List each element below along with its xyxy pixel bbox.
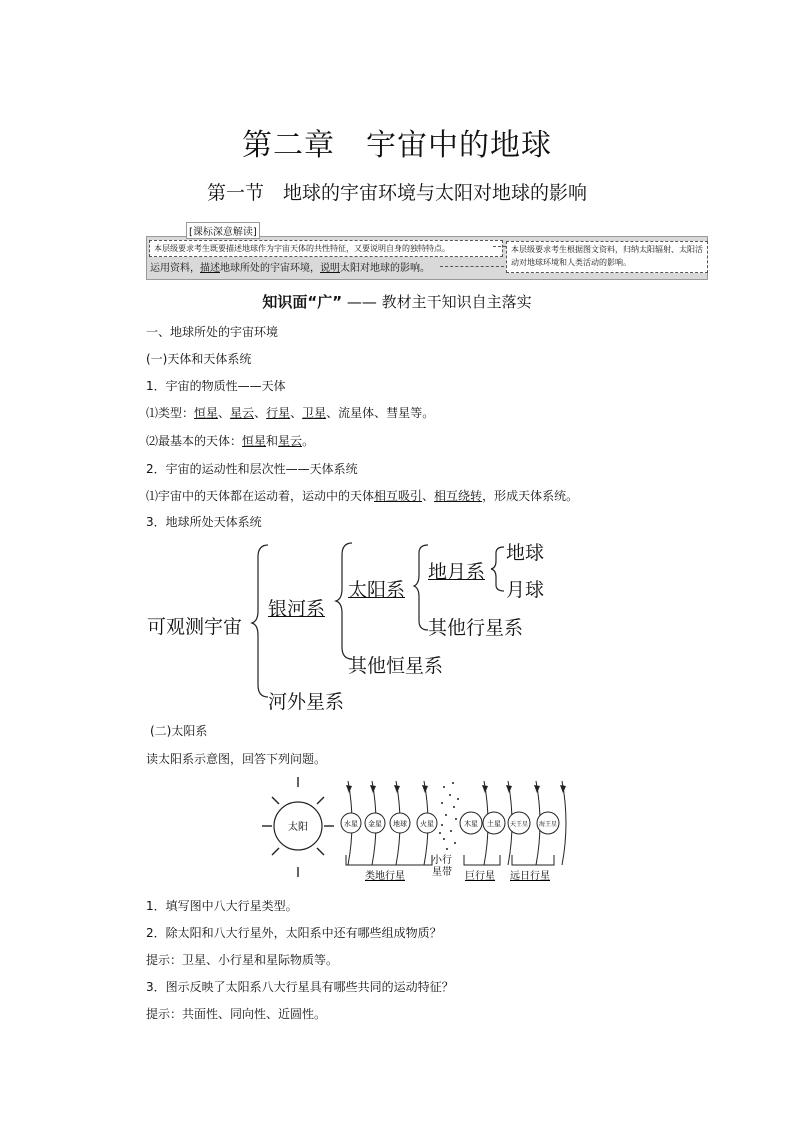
- item-1-2: [146, 432, 314, 449]
- item-text: 流星体: [338, 406, 375, 420]
- answer-blank: 相互绕转: [434, 489, 483, 503]
- knowledge-heading-rest: —— 教材主干知识自主落实: [346, 293, 532, 311]
- solar-system-diagram: [258, 773, 580, 885]
- planet-mars: 火星: [420, 820, 434, 828]
- curriculum-tip-right: 本层级要求考生根据图文资料，归纳太阳辐射、太阳活动对地球环境和人类活动的影响。: [506, 241, 708, 273]
- solar-prompt: 读太阳系示意图，回答下列问题。: [146, 752, 327, 766]
- item-2-1: [146, 487, 578, 504]
- answer-blank: 星云: [278, 434, 303, 448]
- hier-milky-way-label: 银河系: [268, 598, 326, 620]
- connector-line: [493, 246, 506, 247]
- group-terrestrial: 类地行星: [365, 871, 405, 882]
- answer-blank: 相互吸引: [374, 489, 423, 503]
- planet-neptune: 海王星: [538, 821, 558, 828]
- knowledge-heading: [0, 291, 794, 312]
- item-1: 1．宇宙的物质性——天体: [146, 379, 286, 393]
- hier-earth-moon: [428, 557, 485, 584]
- planet-venus: 金星: [368, 820, 382, 828]
- curriculum-label: [课标深意解读]: [186, 222, 260, 239]
- hier-moon: 月球: [506, 579, 545, 601]
- group-far: 远日行星: [510, 871, 550, 882]
- sun-label: 太阳: [288, 822, 308, 833]
- connector-line: [440, 266, 504, 267]
- item-3: 3．地球所处天体系统: [146, 515, 262, 529]
- answer-blank: 星云: [230, 406, 255, 420]
- question-3: 3．图示反映了太阳系八大行星具有哪些共同的运动特征？: [146, 980, 454, 994]
- planet-jupiter: 木星: [464, 820, 478, 828]
- planet-uranus: 天王星: [509, 821, 529, 828]
- hier-other-planets: 其他行星系: [428, 617, 524, 639]
- item-text: ，形成天体系统。: [482, 489, 579, 503]
- chapter-title: 第二章 宇宙中的地球: [242, 128, 552, 163]
- group-giant: 巨行星: [465, 871, 495, 882]
- answer-2: 提示：卫星、小行星和星际物质等。: [146, 953, 339, 967]
- brace-earth-moon: [491, 547, 504, 591]
- asteroid-belt: [439, 782, 459, 850]
- item-text: 。: [302, 434, 315, 448]
- answer-blank: 卫星: [302, 406, 327, 420]
- question-1: 1．填写图中八大行星类型。: [146, 899, 298, 913]
- curriculum-text: 运用资料，: [150, 263, 200, 274]
- item-text: 等。: [410, 406, 435, 420]
- hier-other-stars: 其他恒星系: [348, 655, 444, 677]
- hier-earth-moon-label: 地月系: [428, 561, 486, 583]
- knowledge-heading-bold: 知识面“广”: [262, 293, 343, 311]
- item-text: ⑴类型：: [146, 406, 195, 420]
- item-text: 彗星: [386, 406, 411, 420]
- item-text: 和: [266, 434, 279, 448]
- curriculum-text: 地球所处的宇宙环境，: [220, 263, 320, 274]
- hier-solar-system-label: 太阳系: [348, 579, 406, 601]
- item-1-1: ⑴类型：恒星、星云、行星、卫星、流星体、彗星等。: [146, 406, 435, 420]
- hier-milky-way: [268, 594, 325, 621]
- planet-mercury: 水星: [344, 820, 358, 828]
- planet-saturn: 土星: [487, 820, 501, 828]
- answer-blank: 行星: [266, 406, 291, 420]
- asteroid-label-1: 小行: [432, 855, 452, 866]
- item-2: 2．宇宙的运动性和层次性——天体系统: [146, 462, 358, 476]
- curriculum-verb: 描述: [200, 263, 220, 274]
- heading-2: (一)天体和天体系统: [146, 352, 252, 366]
- answer-3: 提示：共面性、同向性、近圆性。: [146, 1007, 327, 1021]
- asteroid-label-2: 星带: [432, 867, 452, 878]
- curriculum-verb: 说明: [320, 263, 340, 274]
- curriculum-text: 太阳对地球的影响。: [340, 263, 430, 274]
- item-text: 、: [422, 489, 435, 503]
- heading-1: 一、地球所处的宇宙环境: [146, 325, 279, 339]
- brace-root: [252, 545, 268, 697]
- heading-solar-system: (二)太阳系: [150, 724, 208, 738]
- item-text: ⑴宇宙中的天体都在运动着，运动中的天体: [146, 489, 375, 503]
- hier-root: 可观测宇宙: [147, 616, 243, 638]
- item-text: ⑵最基本的天体：: [146, 434, 243, 448]
- answer-blank: 恒星: [242, 434, 267, 448]
- answer-blank: 恒星: [194, 406, 219, 420]
- planet-earth: 地球: [393, 820, 407, 828]
- brace-solar-system: [414, 545, 428, 630]
- hier-extragalactic: 河外星系: [268, 691, 345, 713]
- hier-solar-system: [348, 575, 405, 602]
- question-2: 2．除太阳和八大行星外，太阳系中还有哪些组成物质？: [146, 926, 442, 940]
- curriculum-standard: [150, 259, 430, 274]
- section-title: 第一节 地球的宇宙环境与太阳对地球的影响: [206, 182, 587, 204]
- hier-earth: 地球: [506, 542, 545, 564]
- curriculum-tip-left: 本层级要求考生既要描述地球作为宇宙天体的共性特征，又要说明自身的独特特点。: [149, 240, 503, 257]
